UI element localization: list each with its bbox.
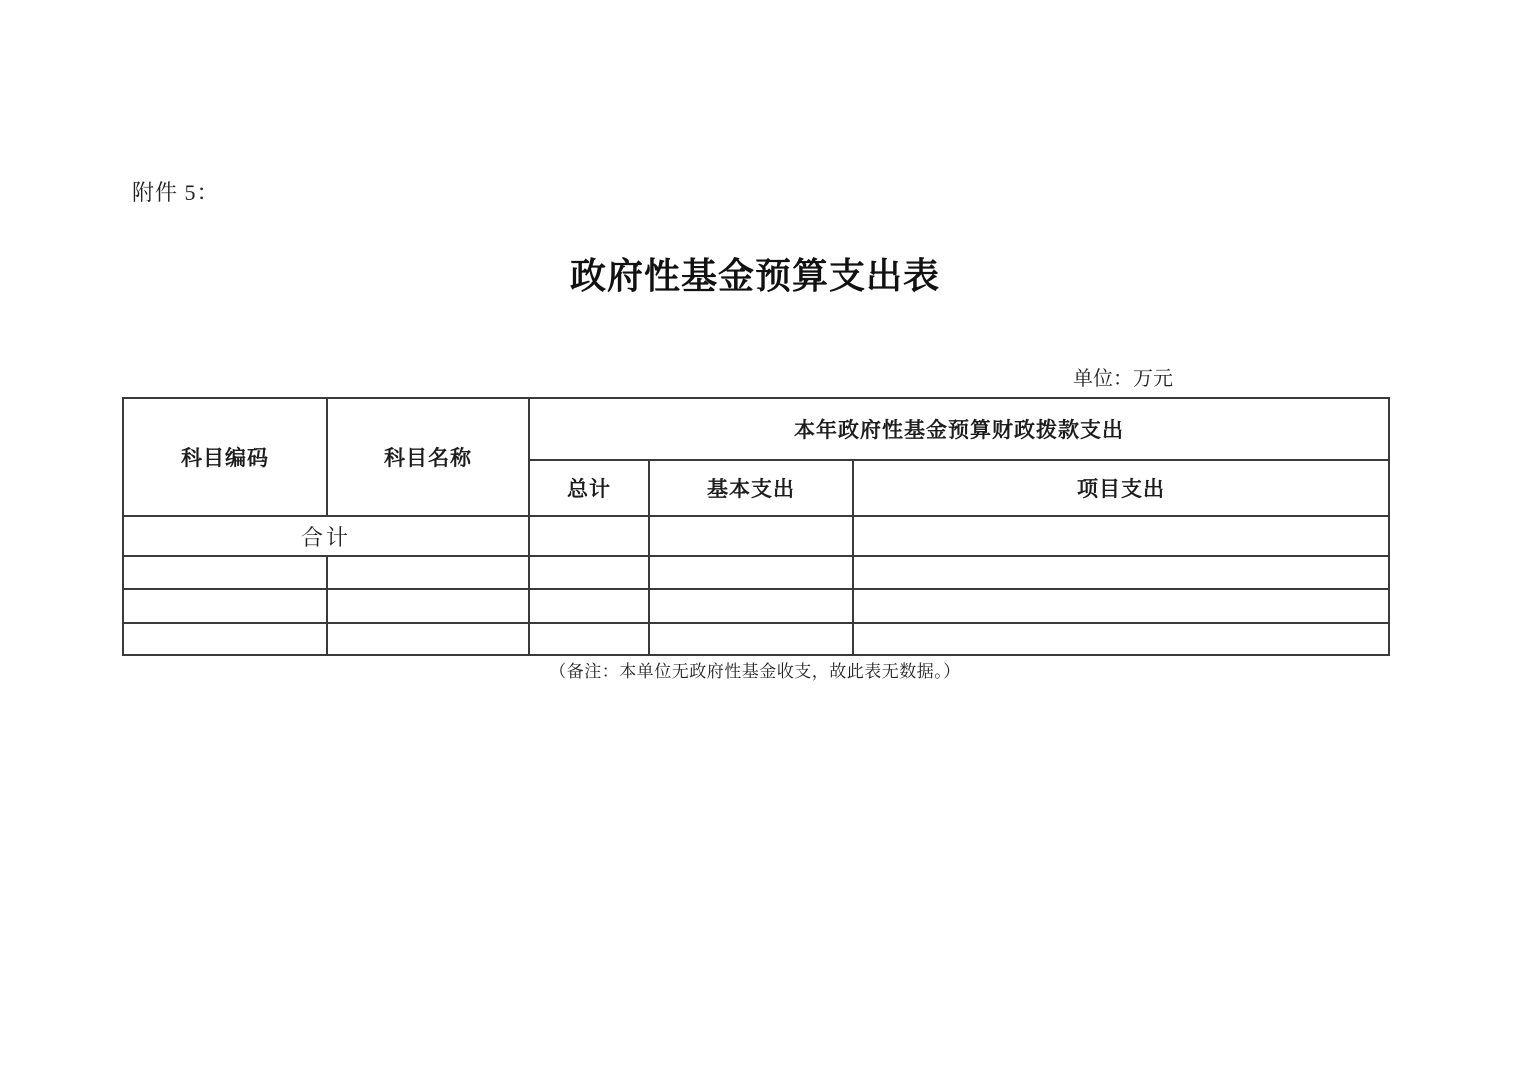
empty-cell (529, 556, 649, 589)
header-group-fund-appropriation-expenditure: 本年政府性基金预算财政拨款支出 (529, 398, 1389, 460)
page-title: 政府性基金预算支出表 (569, 256, 940, 296)
empty-cell (327, 556, 529, 589)
empty-cell (123, 556, 327, 589)
footnote: （备注：本单位无政府性基金收支，故此表无数据。） (549, 662, 961, 681)
unit-label: 单位：万元 (1073, 368, 1173, 390)
total-row-total-cell (529, 516, 649, 556)
empty-cell (529, 589, 649, 623)
attachment-label: 附件 5： (132, 180, 220, 205)
total-row (123, 516, 1389, 556)
total-row-project-cell (853, 516, 1389, 556)
empty-cell (529, 623, 649, 655)
empty-cell (853, 589, 1389, 623)
empty-cell (327, 589, 529, 623)
header-subject-name: 科目名称 (327, 398, 529, 516)
empty-cell (649, 623, 853, 655)
header-project-expenditure: 项目支出 (853, 460, 1389, 516)
empty-cell (123, 623, 327, 655)
empty-cell (853, 623, 1389, 655)
total-row-basic-cell (649, 516, 853, 556)
header-row-group (123, 398, 1389, 460)
budget-table (122, 397, 1390, 656)
empty-cell (649, 589, 853, 623)
total-row-label: 合计 (123, 516, 529, 556)
empty-row (123, 589, 1389, 623)
header-total: 总计 (529, 460, 649, 516)
empty-cell (327, 623, 529, 655)
empty-row (123, 556, 1389, 589)
empty-row (123, 623, 1389, 655)
header-subject-code: 科目编码 (123, 398, 327, 516)
empty-cell (123, 589, 327, 623)
header-basic-expenditure: 基本支出 (649, 460, 853, 516)
empty-cell (649, 556, 853, 589)
empty-cell (853, 556, 1389, 589)
